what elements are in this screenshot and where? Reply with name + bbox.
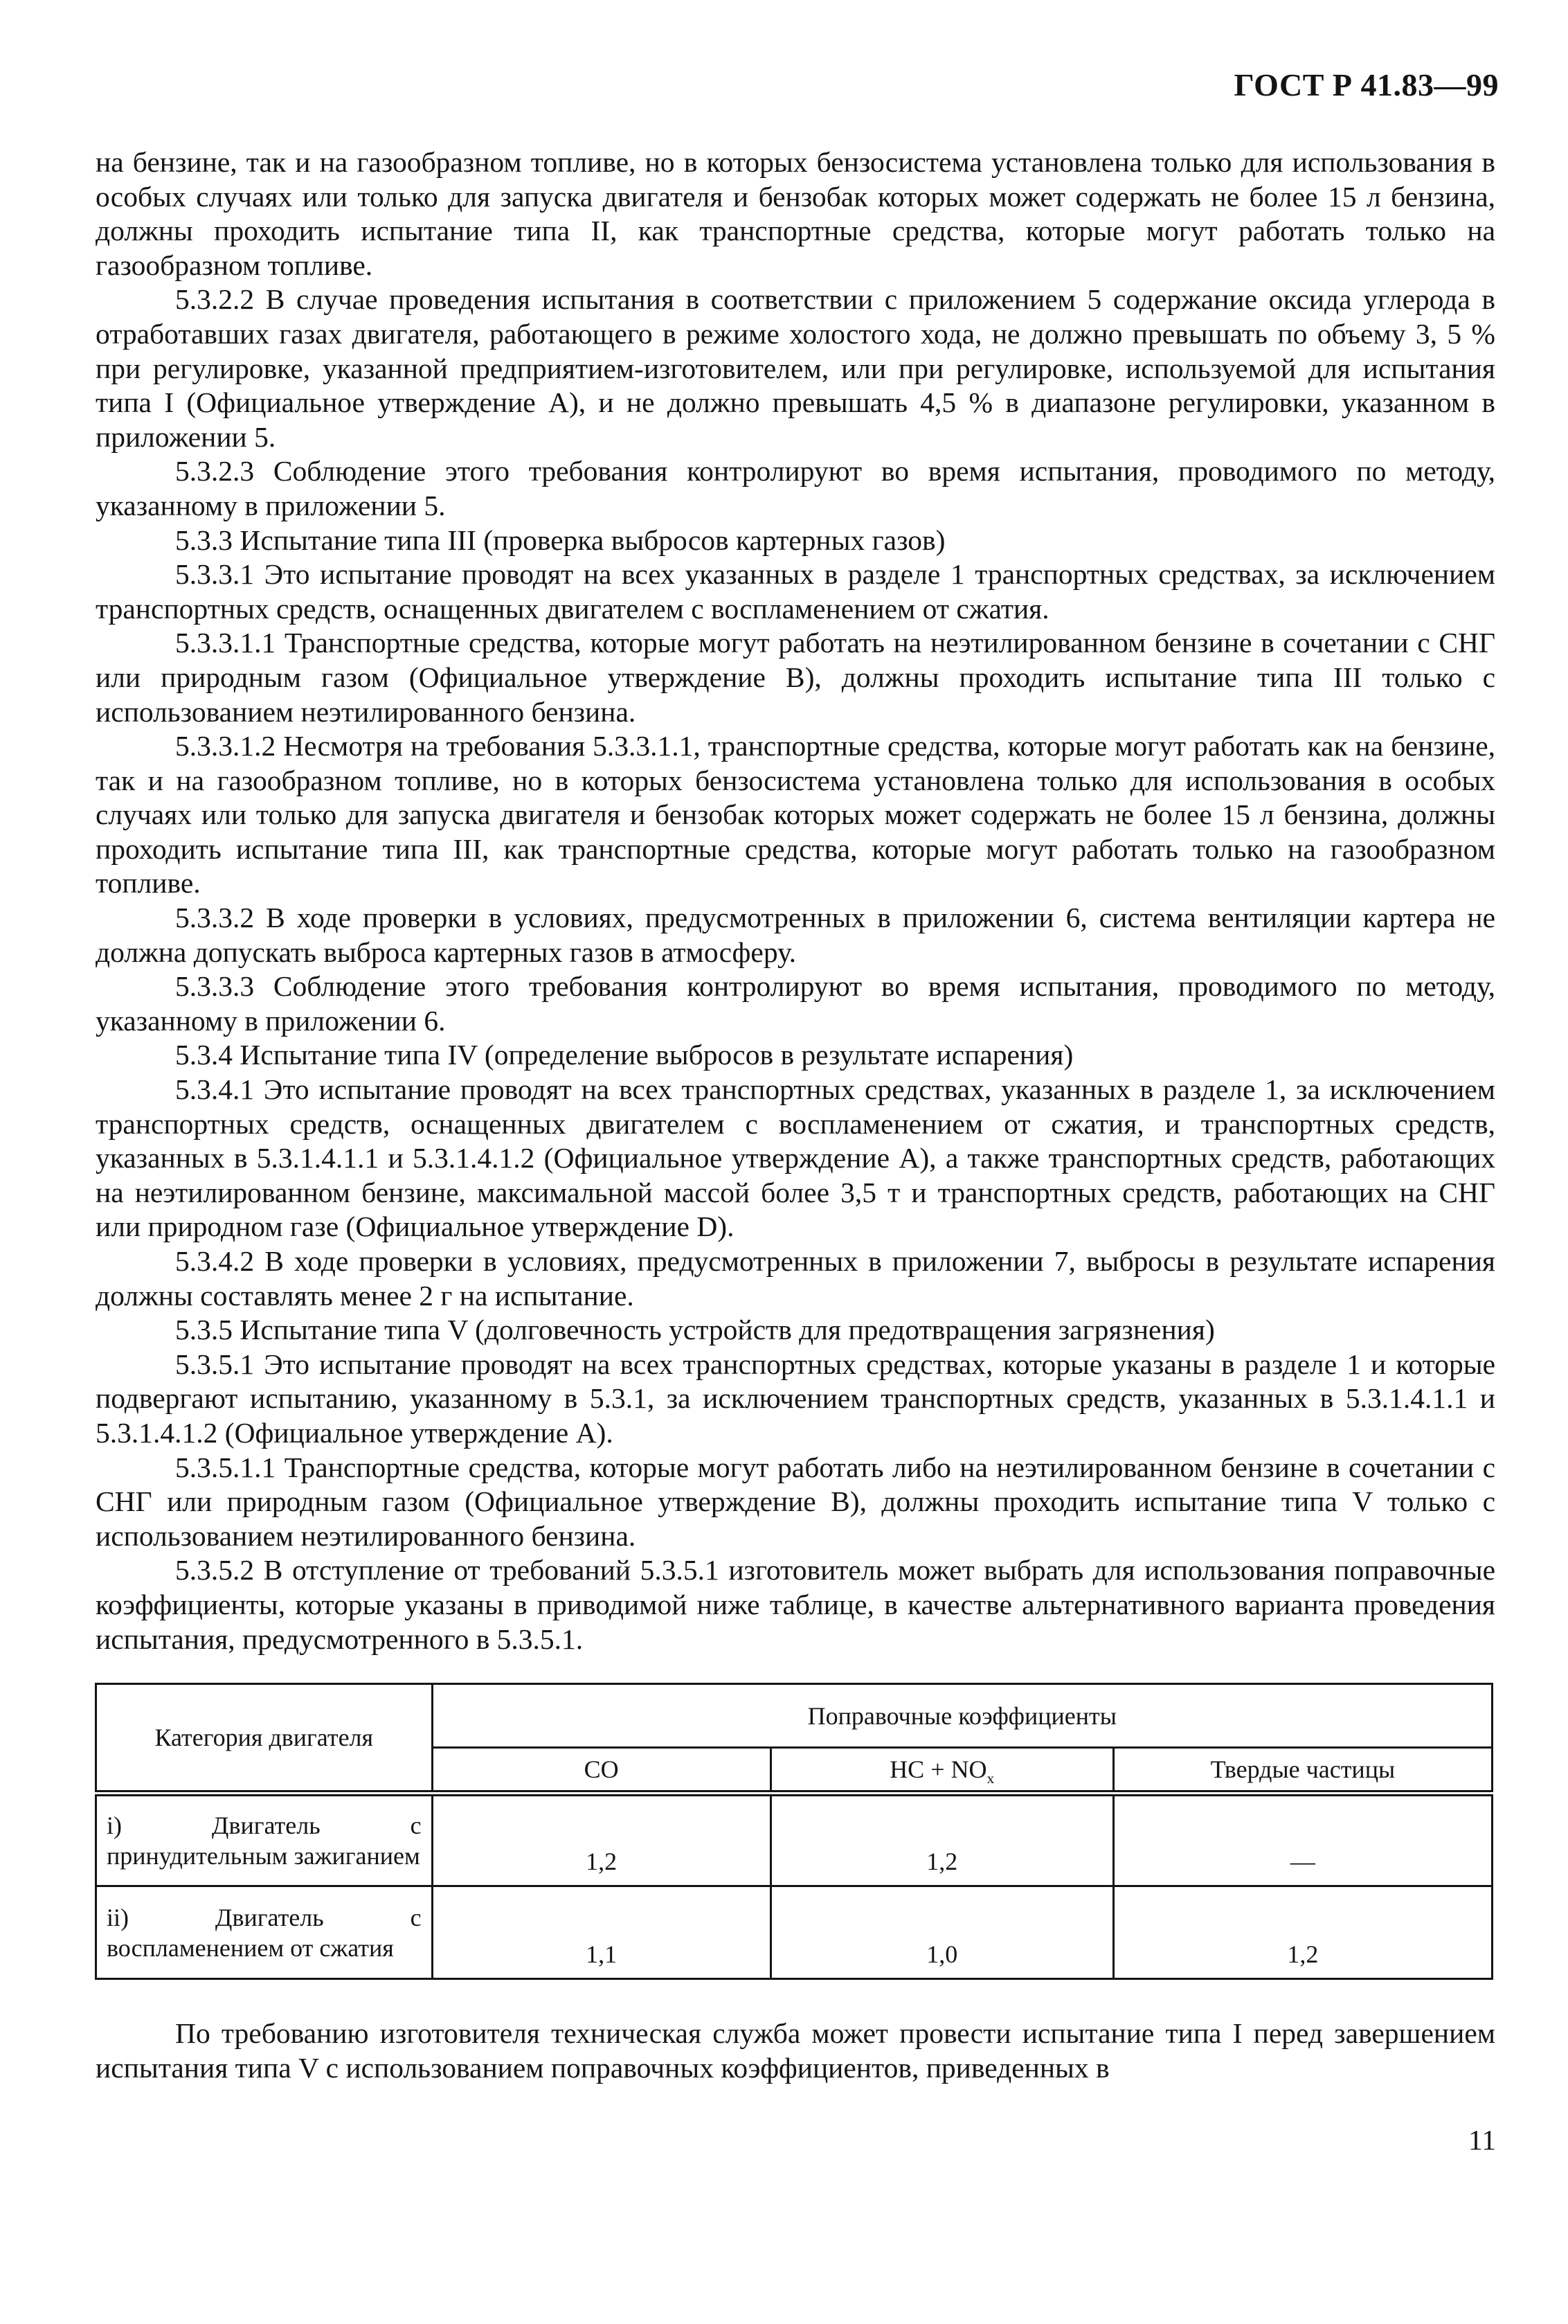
table-row [96, 1794, 1493, 1886]
table-cell-category: ii) Двигатель с воспламенением от сжатия [96, 1886, 433, 1979]
table-cell-hc-nox: 1,0 [771, 1886, 1113, 1979]
hc-nox-subscript: x [986, 1770, 995, 1787]
paragraph: на бензине, так и на газообразном топливе, но в которых бензосистема установлена только для использования в особых случаях или только для запуска двигателя и бензобак которых может содержать не более 15 л бензина, должны проходить испытание типа II, как транспортные средства, которые могут работать только на газообразном топливе. [96, 146, 1495, 281]
section-heading: 5.3.3 Испытание типа III (проверка выбросов картерных газов) [175, 524, 946, 556]
table-cell-hc-nox: 1,2 [771, 1794, 1113, 1886]
table-cell-co: 1,1 [432, 1886, 771, 1979]
table-cell-co: 1,2 [432, 1794, 771, 1886]
table-cell-particulates: 1,2 [1113, 1886, 1492, 1979]
table-header-co: CO [432, 1748, 771, 1794]
after-table-text [96, 2017, 1495, 2085]
paragraph: 5.3.3.1.2 Несмотря на требования 5.3.3.1.1, транспортные средства, которые могут работать как на бензине, так и на газообразном топливе, но в которых бензосистема установлена только для использования в особых случаях или только для запуска двигателя и бензобак которых может содержать не более 15 л бензина, должны проходить испытание типа III, как транспортные средства, которые могут работать только на газообразном топливе. [96, 730, 1495, 900]
paragraph: 5.3.5.1 Это испытание проводят на всех транспортных средствах, которые указаны в разделе 1 и которые подвергают испытанию, указанному в 5.3.1, за исключением транспортных средств, указанных в 5.3.1.4.1.1 и 5.3.1.4.1.2 (Официальное утверждение А). [96, 1348, 1495, 1449]
table-cell-category: i) Двигатель с принудительным зажиганием [96, 1794, 433, 1886]
table-header-group: Поправочные коэффициенты [432, 1684, 1492, 1748]
table-header-particulates: Твердые частицы [1113, 1748, 1492, 1794]
paragraph: 5.3.5.1.1 Транспортные средства, которые могут работать либо на неэтилированном бензине в сочетании с СНГ или природным газом (Официальное утверждение В), должны проходить испытание типа V только с использованием неэтилированного бензина. [96, 1451, 1495, 1552]
section-heading: 5.3.4 Испытание типа IV (определение выбросов в результате испарения) [175, 1039, 1074, 1071]
paragraph: 5.3.3.2 В ходе проверки в условиях, предусмотренных в приложении 6, система вентиляции картера не должна допускать выброса картерных газов в атмосферу. [96, 902, 1495, 968]
paragraph: 5.3.2.2 В случае проведения испытания в соответствии с приложением 5 содержание оксида углерода в отработавших газах двигателя, работающего в режиме холостого хода, не должно превышать по объему 3, 5 % при регулировке, указанной предприятием-изготовителем, или при регулировке, используемой для испытания типа I (Официальное утверждение А), и не должно превышать 4,5 % в диапазоне регулировки, указанном в приложении 5. [96, 283, 1495, 453]
paragraph: 5.3.3.1.1 Транспортные средства, которые могут работать на неэтилированном бензине в сочетании с СНГ или природным газом (Официальное утверждение В), должны проходить испытание типа III только с использованием неэтилированного бензина. [96, 627, 1495, 728]
table-header-hc-nox [771, 1748, 1113, 1794]
paragraph: 5.3.3.3 Соблюдение этого требования контролируют во время испытания, проводимого по методу, указанному в приложении 6. [96, 970, 1495, 1037]
table-row [96, 1886, 1493, 1979]
table-cell-particulates: — [1113, 1794, 1492, 1886]
page-number: 11 [1468, 2124, 1496, 2156]
hc-nox-label: HC + NO [890, 1755, 987, 1783]
document-body [96, 145, 1495, 1656]
paragraph: 5.3.5.2 В отступление от требований 5.3.5.1 изготовитель может выбрать для использования поправочные коэффициенты, которые указаны в приводимой ниже таблице, в качестве альтернативного варианта проведения испытания, предусмотренного в 5.3.5.1. [96, 1554, 1495, 1655]
table-header-category: Категория двигателя [96, 1684, 433, 1794]
paragraph: 5.3.2.3 Соблюдение этого требования контролируют во время испытания, проводимого по методу, указанному в приложении 5. [96, 455, 1495, 521]
paragraph: По требованию изготовителя техническая служба может провести испытание типа I перед завершением испытания типа V с использованием поправочных коэффициентов, приведенных в [96, 2017, 1495, 2084]
paragraph: 5.3.4.1 Это испытание проводят на всех транспортных средствах, указанных в разделе 1, за исключением транспортных средств, оснащенных двигателем с воспламенением от сжатия, и транспортных средств, указанных в 5.3.1.4.1.1 и 5.3.1.4.1.2 (Официальное утверждение А), а также транспортных средств, работающих на неэтилированном бензине, максимальной массой более 3,5 т и транспортных средств, работающих на СНГ или природном газе (Официальное утверждение D). [96, 1073, 1495, 1243]
document-header: ГОСТ Р 41.83—99 [1234, 67, 1499, 102]
section-heading: 5.3.5 Испытание типа V (долговечность устройств для предотвращения загрязнения) [175, 1314, 1215, 1346]
correction-factors-table [95, 1683, 1493, 1980]
paragraph: 5.3.4.2 В ходе проверки в условиях, предусмотренных в приложении 7, выбросы в результате испарения должны составлять менее 2 г на испытание. [96, 1245, 1495, 1312]
paragraph: 5.3.3.1 Это испытание проводят на всех указанных в разделе 1 транспортных средствах, за исключением транспортных средств, оснащенных двигателем с воспламенением от сжатия. [96, 558, 1495, 625]
